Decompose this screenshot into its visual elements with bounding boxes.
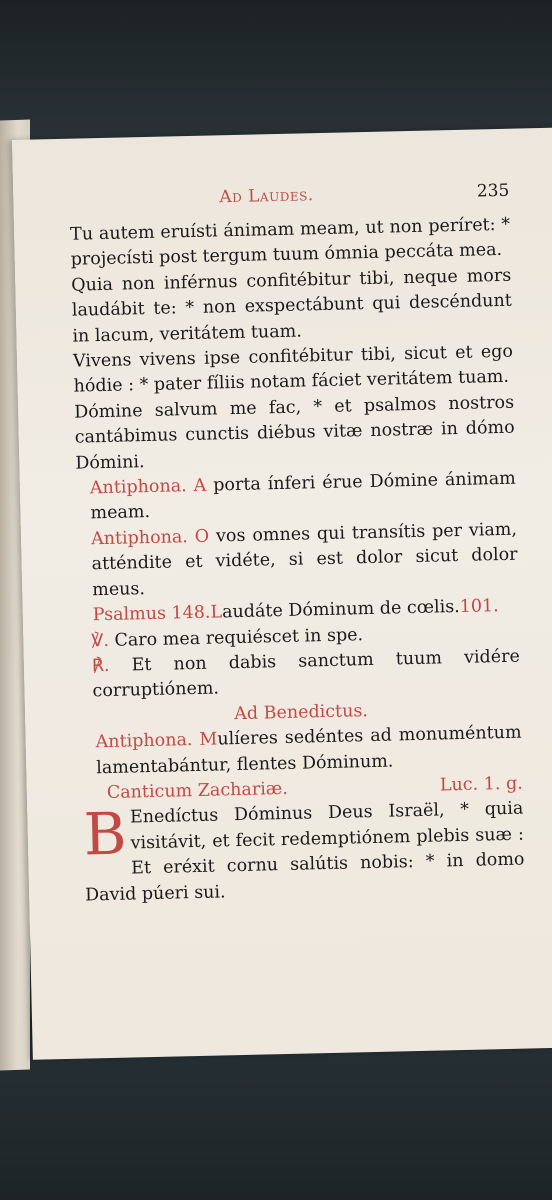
versicle-symbol: ℣. — [91, 630, 110, 651]
canticle-ref: Luc. 1. g. — [439, 773, 523, 796]
benedictus-text — [83, 797, 525, 909]
antiphon-3-initial: M — [199, 729, 218, 751]
antiphon-2-text: vos omnes qui transítis per viam, atténdite et vidéte, si est dolor sicut dolor meus. — [91, 519, 518, 600]
response-symbol: ℟. — [91, 655, 110, 677]
page-number: 235 — [476, 180, 510, 202]
drop-cap: B — [83, 799, 128, 869]
antiphon-1-text: porta ínferi érue Dómine ánimam meam. — [90, 468, 517, 524]
antiphon-1-initial: A — [193, 475, 207, 497]
psalm-ref: 101. — [459, 596, 499, 618]
psalm-incipit: audáte Dóminum de cœlis. — [221, 597, 460, 623]
antiphon-2-label: Antiphona. — [90, 526, 189, 550]
background-bottom — [0, 1040, 552, 1200]
benedictus-heading: Ad Benedictus. — [233, 700, 369, 724]
response-text: Et non dabis sanctum tuum vidére corruptiónem. — [92, 646, 521, 702]
canticle-title: Canticum Zachariæ. — [106, 778, 289, 803]
psalm-initial: L — [210, 602, 223, 623]
verse-3: Vivens vivens ipse confitébitur tibi, sicut et ego hódie : * pater fíliis notam fáciet veritátem tuam. — [72, 341, 514, 398]
page-content — [69, 179, 525, 909]
antiphon-1-label: Antiphona. — [89, 476, 187, 499]
psalm-label: Psalmus 148. — [92, 602, 211, 626]
versicle-text: Caro mea requiéscet in spe. — [108, 624, 364, 651]
antiphon-2-initial: O — [194, 526, 210, 547]
antiphon-3-text: ulíeres sedéntes ad monuméntum lamentabántur, flentes Dóminum. — [96, 722, 522, 778]
antiphon-3-label: Antiphona. — [95, 730, 193, 753]
verse-1: Tu autem eruísti ánimam meam, ut non períret: * projecísti post tergum tuum ómnia peccáta mea. — [69, 214, 511, 271]
book-page — [12, 127, 552, 1059]
verse-2: Quia non inférnus confitébitur tibi, neque mors laudábit te: * non exspectábunt qui descéndunt in lacum, veritátem tuam. — [71, 265, 513, 347]
benedictus-body: Enedíctus Dóminus Deus Israël, * quia visitávit, et fecit redemptiónem plebis suæ : Et eréxit cornu salútis nobis: * in domo David púeri sui. — [84, 798, 525, 906]
verse-4: Dómine salvum me fac, * et psalmos nostros cantábimus cunctis diébus vitæ nostræ in dómo Dómini. — [73, 392, 515, 474]
running-head: Ad Laudes. — [219, 185, 314, 208]
antiphon-2 — [77, 518, 519, 604]
